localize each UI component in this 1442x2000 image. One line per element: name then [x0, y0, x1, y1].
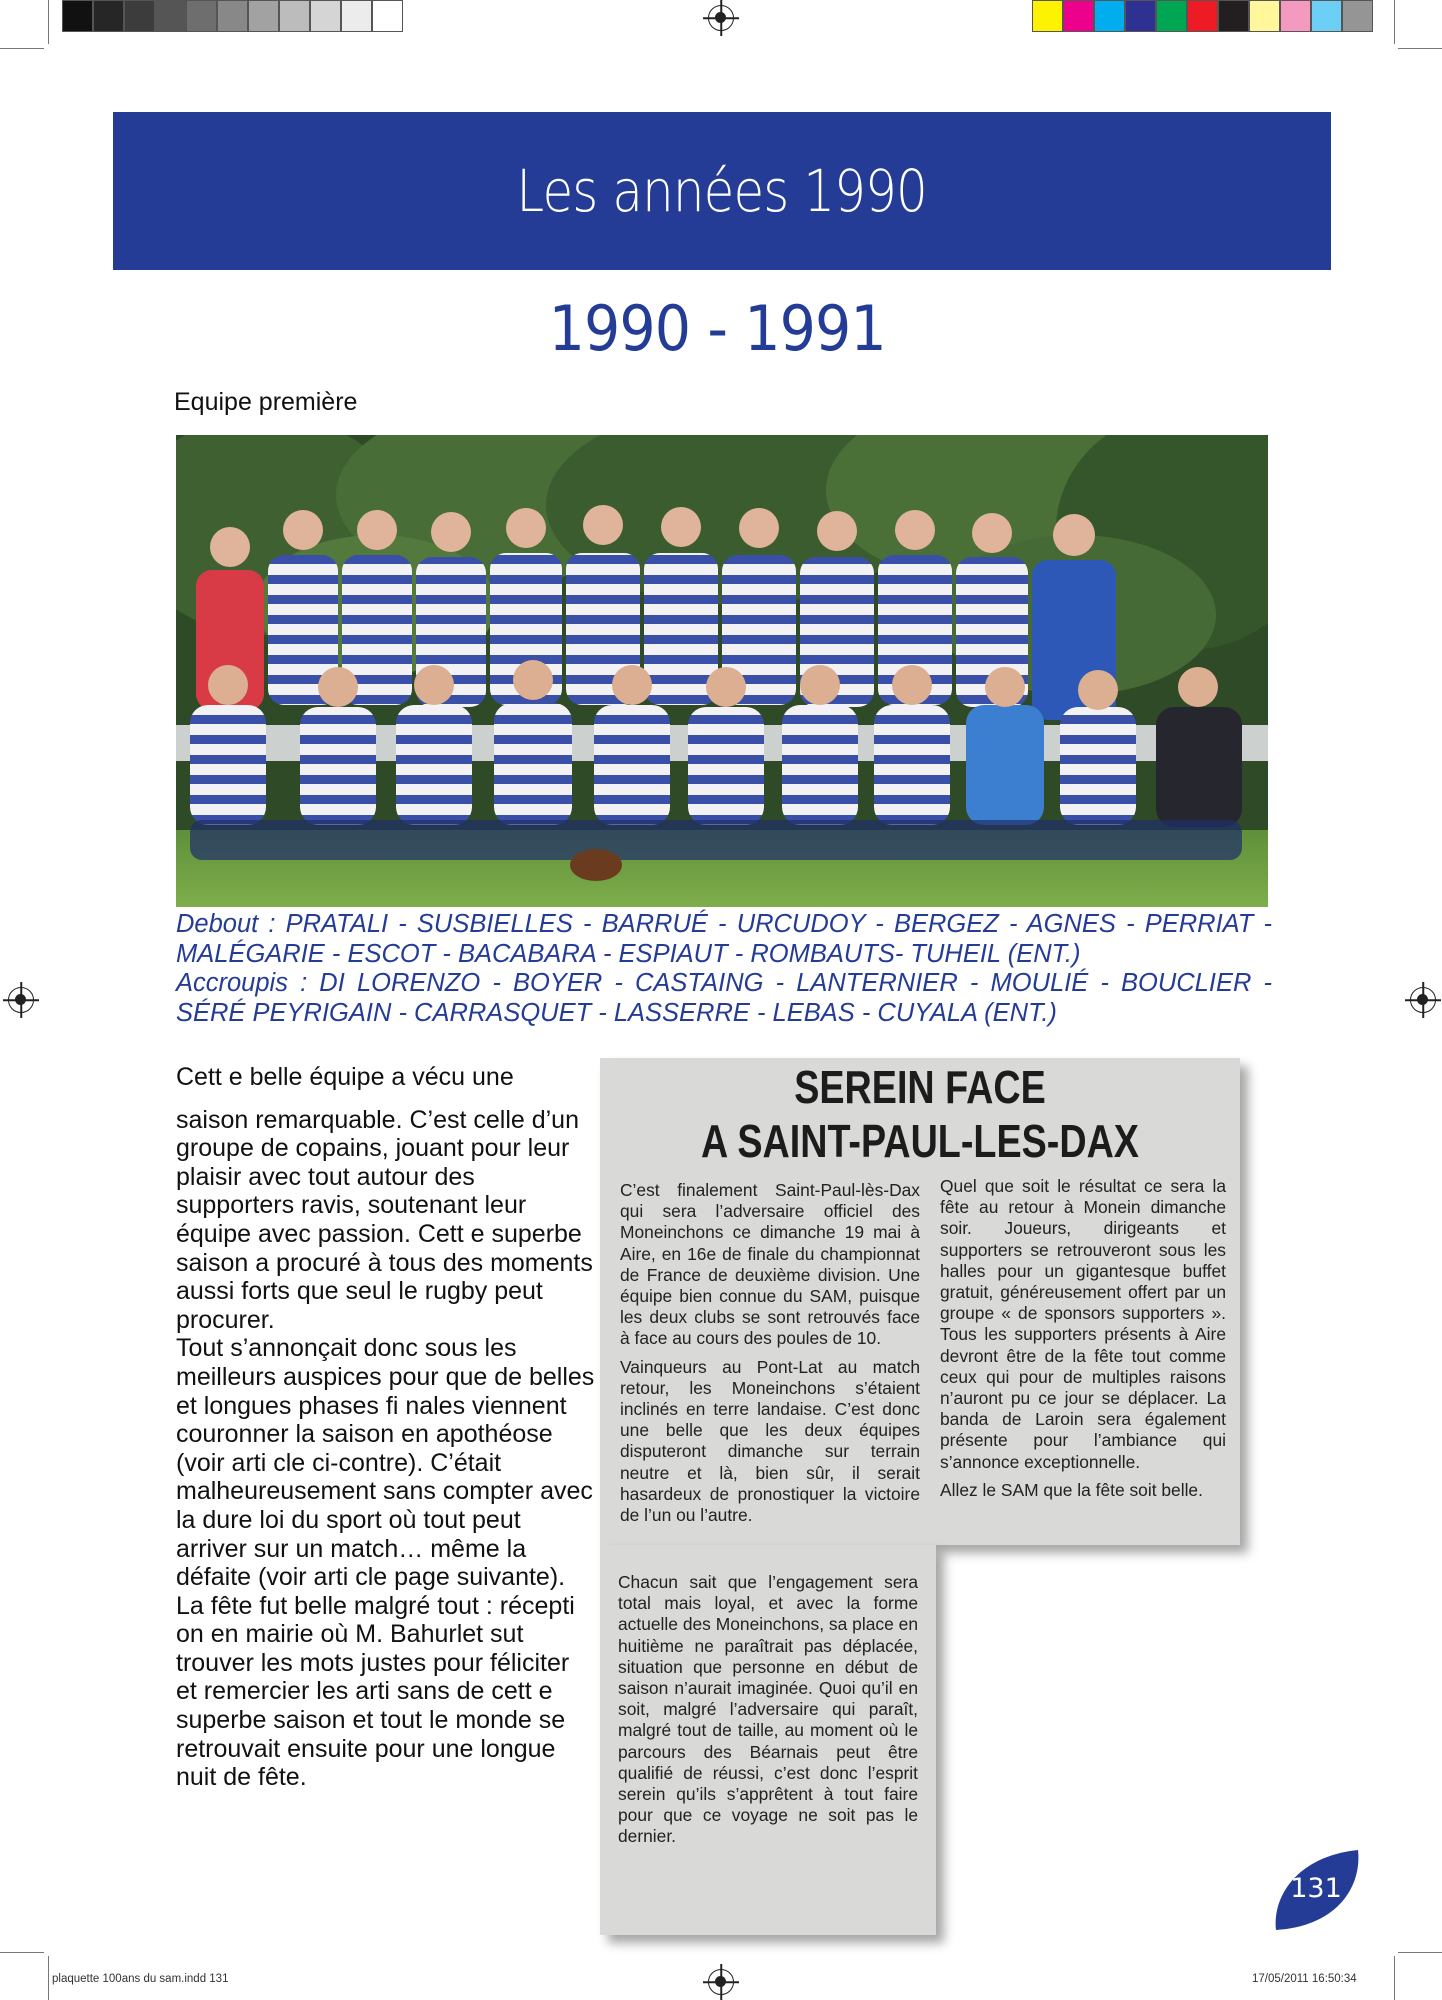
crop-mark: [1398, 48, 1442, 49]
crop-mark: [48, 0, 49, 44]
crop-mark: [1394, 0, 1395, 44]
clipping-paragraph: Allez le SAM que la fête soit belle.: [940, 1479, 1203, 1500]
registration-mark-icon: [8, 987, 34, 1013]
clipping-headline-2: A SAINT-PAUL-LES-DAX: [701, 1115, 1139, 1167]
season-title-text: 1990 - 1991: [548, 292, 886, 365]
clipping-headline-1: SEREIN FACE: [794, 1061, 1046, 1113]
crop-mark: [1394, 1956, 1395, 2000]
photo-caption-label: Equipe première: [174, 388, 358, 416]
crop-mark: [1398, 1952, 1442, 1953]
cmyk-color-bar: [1032, 0, 1373, 32]
crouching-names: Accroupis : DI LORENZO - BOYER - CASTAING - LANTERNIER - MOULIÉ - BOUCLIER - SÉRÉ PEYRIGAIN - CARRASQUET - LASSERRE - LEBAS - CUYALA (ENT.): [176, 969, 1272, 1027]
standing-names: Debout : PRATALI - SUSBIELLES - BARRUÉ - URCUDOY - BERGEZ - AGNES - PERRIAT - MALÉGARIE - ESCOT - BACABARA - ESPIAUT - ROMBAUTS- TUHEIL (ENT.): [176, 910, 1272, 968]
player-names: [176, 910, 1272, 1028]
body-text: [176, 1063, 596, 1792]
clipping-column-1: [620, 1180, 920, 1533]
clipping-paragraph: Vainqueurs au Pont-Lat au match retour, les Moneinchons s’étaient inclinés en terre landaise. C’est donc une belle que les deux équipes disputeront dimanche sur terrain neutre et là, bien sûr, il serait hasardeux de pronostiquer la victoire de l’un ou l’autre.: [620, 1356, 920, 1526]
clipping-paragraph: C’est finalement Saint-Paul-lès-Dax qui sera l’adversaire officiel des Moneinchons ce dimanche 19 mai à Aire, en 16e de finale du championnat de France de deuxième division. Une équipe bien connue du SAM, puisque les deux clubs se sont retrouvés face à face au cours des poules de 10.: [620, 1180, 920, 1349]
grayscale-color-bar: [62, 0, 403, 32]
clipping-column-2: [940, 1176, 1226, 1508]
crop-mark: [48, 1956, 49, 2000]
season-title: [0, 292, 1442, 365]
chapter-title: Les années 1990: [516, 157, 928, 225]
footer-timestamp: 17/05/2011 16:50:34: [1252, 1973, 1357, 1985]
registration-mark-icon: [1410, 987, 1436, 1013]
footer-filename: plaquette 100ans du sam.indd 131: [52, 1973, 229, 1985]
newspaper-clipping: [600, 1058, 1240, 1878]
page-number: 131: [1290, 1873, 1342, 1904]
clipping-column-3: [618, 1572, 918, 1855]
crop-mark: [0, 1952, 44, 1953]
clipping-paragraph: Chacun sait que l’engagement sera total mais loyal, et avec la forme actuelle des Moneinchons, sa place en huitième ne paraîtrait pas déplacée, situation que personne en début de saison n’aurait imaginée. Quoi qu’il en soit, malgré l’adversaire qui paraît, malgré tout de taille, au moment où le parcours des Béarnais peut être qualifié de réussi, c’est donc l’esprit serein qu’ils s’apprêtent à tout faire pour que ce voyage ne soit pas le dernier.: [618, 1572, 918, 1847]
crop-mark: [0, 48, 44, 49]
registration-mark-icon: [708, 5, 734, 31]
registration-mark-icon: [708, 1969, 734, 1995]
chapter-banner: [113, 112, 1331, 270]
body-first-line: Cett e belle équipe a vécu une: [176, 1063, 514, 1091]
clipping-paragraph: Quel que soit le résultat ce sera la fête au retour à Monein dimanche soir. Joueurs, dirigeants et supporters se retrouveront sous les halles pour un gigantesque buffet gratuit, généreusement offert par un groupe « de sponsors supporters ». Tous les supporters présents à Aire devront être de la fête tout comme ceux qui pour de multiples raisons n’auront pu ce jour se déplacer. La banda de Laroin sera également présente pour l’ambiance qui s’annonce exceptionnelle.: [940, 1176, 1226, 1472]
body-paragraph-3: La fête fut belle malgré tout : récepti on en mairie où M. Bahurlet sut trouver les mots justes pour féliciter et remercier les arti sans de cett e superbe saison et tout le monde se retrouvait ensuite pour une longue nuit de fête.: [176, 1591, 575, 1792]
body-paragraph: saison remarquable. C’est celle d’un groupe de copains, jouant pour leur plaisir avec tout autour des supporters ravis, soutenant leur équipe avec passion. Cett e superbe saison a procuré à tous des moments aussi forts que seul le rugby peut procurer.: [176, 1105, 593, 1334]
body-paragraph-2: Tout s’annonçait donc sous les meilleurs auspices pour que de belles et longues phases fi nales viennent couronner la saison en apothéose (voir arti cle ci-contre). C’était malheureusement sans compter avec la dure loi du sport où tout peut arriver sur un match… même la défaite (voir arti cle page suivante).: [176, 1334, 595, 1592]
team-photo: [176, 435, 1268, 907]
